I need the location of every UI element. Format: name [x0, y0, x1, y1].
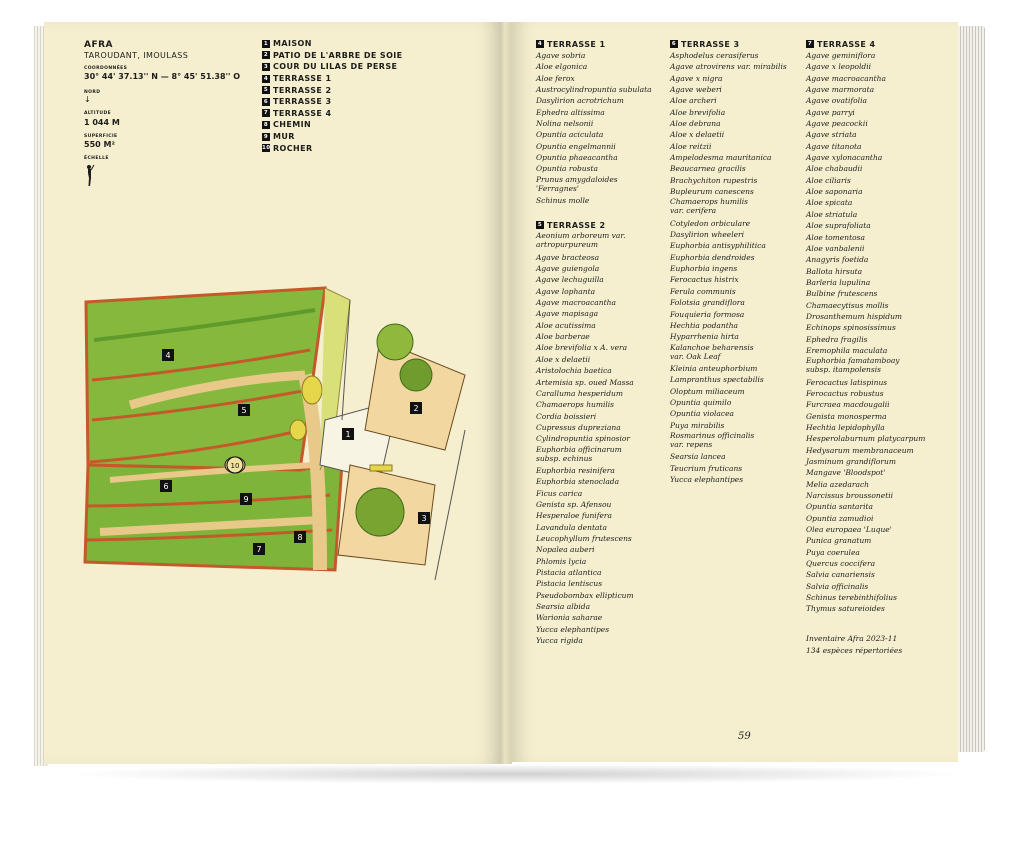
legend-item [262, 119, 403, 131]
section-title-text: TERRASSE 1 [547, 39, 606, 49]
plant-item: Agave lechuguilla [536, 275, 604, 285]
section-title [536, 219, 652, 231]
plant-item: Euphorbia resinifera [536, 465, 615, 475]
plant-item: Agave xylonacantha [806, 153, 883, 163]
plant-item: Hedysarum membranaceum [806, 445, 914, 455]
plant-item: Opuntia violacea [670, 409, 735, 419]
legend-item [262, 73, 403, 85]
legend-number: 7 [263, 110, 269, 117]
plant-item: Agave lophanta [536, 286, 596, 296]
plant-item: Caralluma hesperidum [536, 388, 623, 398]
plant-item: Aloe ciliaris [806, 175, 851, 185]
plant-item: Aloe acutissima [536, 320, 596, 330]
plant-item: Agave bracteosa [536, 252, 600, 262]
legend-label: ROCHER [273, 143, 313, 153]
plant-item: Bupleurum canescens [670, 187, 754, 197]
book-gutter [500, 22, 512, 764]
plant-item: Hyparrhenia hirta [670, 332, 739, 342]
inventory-note [806, 633, 902, 657]
plant-item: Opuntia aciculata [536, 130, 604, 140]
plant-item: Olea europaea 'Luque' [806, 525, 892, 535]
legend-number: 9 [263, 133, 269, 140]
plant-item: Cordia boissieri [536, 411, 597, 421]
plant-item: Lampranthus spectabilis [670, 375, 764, 385]
legend-label: PATIO DE L'ARBRE DE SOIE [273, 50, 403, 60]
plant-item: Opuntia santarita [806, 502, 873, 512]
section-number: 6 [671, 41, 677, 47]
legend-number: 4 [263, 75, 269, 82]
legend-item [262, 84, 403, 96]
plant-item: Agave macroacantha [536, 298, 616, 308]
inventory-line: Inventaire Afra 2023-11 [806, 634, 898, 643]
plan-label-6 [160, 480, 172, 492]
plant-column-1 [536, 38, 652, 646]
plant-item: Aloe vanbalenii [806, 243, 865, 253]
svg-text:4: 4 [165, 351, 171, 360]
plant-item: Searsia albida [536, 601, 591, 611]
section-title [536, 38, 652, 50]
plant-item: Kalanchoe beharensis var. Oak Leaf [670, 342, 754, 361]
page-edges-right [955, 26, 985, 752]
plan-label-3 [418, 512, 430, 524]
plant-item: Agave marmorata [806, 85, 875, 95]
section-number: 7 [807, 41, 813, 47]
legend-number: 10 [262, 145, 271, 152]
legend-number: 3 [263, 63, 269, 70]
plant-item: Agave peacockii [806, 119, 868, 129]
legend-label: TERRASSE 1 [273, 74, 332, 84]
plant-item: Bulbine frutescens [806, 289, 878, 299]
plant-item: Fouquieria formosa [670, 309, 745, 319]
plant-item: Agave x leopoldii [806, 62, 872, 72]
plant-item: Ballota hirsuta [806, 266, 863, 276]
plant-item: Dasylirion acrotrichum [536, 96, 624, 106]
plant-item: Agave mapisaga [536, 309, 599, 319]
plant-item: Cylindropuntia spinosior [536, 434, 630, 444]
plant-item: Yucca rigida [536, 636, 583, 646]
plant-item: Schinus molle [536, 196, 590, 206]
plant-item: Opuntia zamudioi [806, 513, 874, 523]
plant-item: Punica granatum [806, 536, 872, 546]
plan-legend [262, 38, 403, 154]
plant-item: Lavandula dentata [536, 522, 607, 532]
plant-item: Prunus amygdaloides 'Ferragnes' [536, 174, 618, 193]
plant-item: Aloe spicata [806, 198, 853, 208]
plant-item: Agave x nigra [670, 73, 723, 83]
plant-item: Hesperaloe funifera [536, 511, 612, 521]
section-number: 5 [537, 222, 543, 229]
site-name: AFRA [84, 40, 114, 50]
plant-item: Aloe brevifolia [670, 107, 726, 117]
plant-item: Aloe saponaria [806, 187, 863, 197]
scale-label: ÉCHELLE [84, 156, 109, 161]
plant-item: Jasminum grandiflorum [806, 456, 896, 466]
plan-label-1 [342, 428, 354, 440]
plant-item: Agave geminiflora [806, 51, 876, 60]
plant-item: Eremophila maculata [806, 345, 888, 355]
plant-item: Aloe x delaetii [670, 130, 725, 140]
plant-item: Thymus satureioides [806, 604, 885, 614]
area-label: SUPERFICIE [84, 134, 118, 139]
legend-label: TERRASSE 2 [273, 85, 332, 95]
plan-label-4 [162, 349, 174, 361]
coordinates-label: COORDONNÉES [84, 66, 128, 71]
plant-item: Warionia saharae [536, 613, 603, 623]
plan-label-2 [410, 402, 422, 414]
area-value: 550 M² [84, 140, 115, 149]
plant-item: Oloptum miliaceum [670, 386, 745, 396]
legend-label: TERRASSE 3 [273, 97, 332, 107]
legend-number: 2 [263, 52, 269, 59]
plant-item: Hechtia lepidophylla [806, 422, 885, 432]
plant-item: Euphorbia officinarum subsp. echinus [536, 444, 622, 463]
plant-item: Aloe archeri [670, 96, 717, 106]
plant-item: Quercus coccifera [806, 559, 876, 569]
plant-item: Hesperolaburnum platycarpum [806, 434, 926, 444]
legend-item [262, 108, 403, 120]
plant-item: Aloe chabaudii [806, 164, 863, 174]
plant-item: Folotsia grandiflora [670, 298, 745, 308]
legend-item [262, 131, 403, 143]
plant-item: Euphorbia dendroides [670, 252, 755, 262]
inventory-count: 134 espèces répertoriées [806, 646, 903, 655]
plant-item: Nolina nelsonii [536, 119, 594, 129]
plant-item: Artemisia sp. oued Massa [536, 377, 634, 387]
legend-item [262, 142, 403, 154]
page-number: 59 [738, 731, 751, 742]
svg-text:2: 2 [413, 404, 419, 413]
plant-item: Euphorbia famatamboay subsp. itampolensis [806, 356, 900, 375]
plant-item: Agave guiengola [536, 264, 600, 274]
plant-item: Aloe brevifolia x A. vera [536, 343, 628, 353]
legend-label: COUR DU LILAS DE PERSE [273, 62, 398, 72]
plan-label-5 [238, 404, 250, 416]
plant-item: Agave weberi [670, 85, 722, 95]
plant-item: Asphodelus cerasiferus [670, 51, 759, 60]
legend-label: CHEMIN [273, 120, 312, 130]
svg-text:10: 10 [230, 462, 240, 470]
plant-item: Barleria lupulina [806, 277, 871, 287]
plant-item: Opuntia phaeacantha [536, 153, 618, 163]
legend-label: MUR [273, 132, 295, 142]
north-arrow-icon: ↓ [84, 95, 91, 104]
legend-item [262, 50, 403, 62]
plant-item: Phlomis lycia [536, 556, 587, 566]
plant-item: Yucca elephantipes [670, 474, 744, 484]
plant-item: Aloe reitzii [670, 141, 712, 151]
plant-item: Aloe ferox [536, 73, 575, 83]
plant-item: Echinops spinosissimus [806, 323, 896, 333]
plan-label-8 [294, 531, 306, 543]
plant-column-3 [806, 38, 925, 615]
section-number: 4 [537, 41, 543, 47]
plant-item: Aristolochia baetica [536, 366, 612, 376]
svg-text:1: 1 [345, 430, 351, 439]
plant-item: Brachychiton rupestris [670, 175, 758, 185]
book-shadow [60, 764, 970, 784]
plant-item: Furcraea macdougalii [806, 400, 890, 410]
svg-text:6: 6 [163, 482, 169, 491]
plant-item: Euphorbia stenoclada [536, 477, 620, 487]
legend-item [262, 38, 403, 50]
plant-item: Melia azedarach [806, 479, 869, 489]
legend-number: 5 [263, 87, 269, 94]
plant-item: Searsia lancea [670, 452, 726, 462]
plant-item: Cupressus dupreziana [536, 422, 621, 432]
plant-item: Ampelodesma mauritanica [670, 153, 772, 163]
plant-column-2 [670, 38, 787, 485]
plant-item: Aloe barberae [536, 332, 590, 342]
svg-text:7: 7 [256, 545, 262, 554]
plant-item: Puya coerulea [806, 547, 860, 557]
plant-item: Opuntia engelmannii [536, 141, 616, 151]
plant-item: Ferocactus robustus [806, 388, 884, 398]
plant-item: Euphorbia ingens [670, 264, 738, 274]
site-location: TAROUDANT, IMOULASS [84, 51, 189, 60]
section-title [806, 38, 925, 50]
plant-item: Ephedra altissima [536, 107, 605, 117]
plant-item: Teucrium fruticans [670, 463, 743, 473]
plant-item: Pseudobombax ellipticum [536, 590, 634, 600]
plant-item: Genista monosperma [806, 411, 887, 421]
plant-item: Ferula communis [670, 286, 736, 296]
legend-number: 1 [263, 40, 269, 47]
plant-item: Opuntia quimilo [670, 397, 732, 407]
plant-item: Dasylirion wheeleri [670, 230, 745, 240]
plant-item: Ferocactus histrix [670, 275, 739, 285]
plant-item: Aloe striatula [806, 209, 858, 219]
plant-item: Agave sobria [536, 51, 586, 60]
plant-item: Pistacia lentiscus [536, 579, 603, 589]
plant-item: Nopalea auberi [536, 545, 595, 555]
plant-item: Narcissus broussonetii [806, 491, 894, 501]
plant-item: Chamaecytisus mollis [806, 300, 889, 310]
plant-item: Austrocylindropuntia subulata [536, 85, 652, 95]
plant-item: Genista sp. Afensou [536, 499, 612, 509]
plant-item: Ephedra fragilis [806, 334, 868, 344]
svg-text:8: 8 [297, 533, 303, 542]
plant-item: Aloe x delaetii [536, 354, 591, 364]
plant-item: Aloe suprafoliata [806, 221, 871, 231]
legend-label: MAISON [273, 39, 312, 49]
plant-item: Puya mirabilis [670, 420, 725, 430]
legend-number: 8 [263, 121, 269, 128]
scale-person-icon [85, 164, 95, 188]
patio-shape [365, 340, 465, 450]
plant-item: Salvia officinalis [806, 581, 869, 591]
plant-item: Aloe tomentosa [806, 232, 865, 242]
plant-item: Chamaerops humilis [536, 400, 615, 410]
svg-text:3: 3 [421, 514, 427, 523]
coordinates-value: 30° 44' 37.13'' N — 8° 45' 51.38'' O [84, 72, 241, 81]
plant-item: Aloe elgonica [536, 62, 588, 72]
plant-item: Agave ovatifolia [806, 96, 867, 106]
svg-text:9: 9 [243, 495, 249, 504]
plant-item: Schinus terebinthifolius [806, 593, 897, 603]
plant-item: Pistacia atlantica [536, 567, 602, 577]
plant-item: Rosmarinus officinalis var. repens [670, 430, 755, 449]
plant-item: Chamaerops humilis var. cerifera [670, 197, 749, 216]
plant-item: Ferocactus latispinus [806, 377, 888, 387]
section-title [670, 38, 787, 50]
plant-item: Leucophyllum frutescens [536, 533, 632, 543]
plant-item: Salvia canariensis [806, 570, 875, 580]
plant-item: Agave macroacantha [806, 73, 886, 83]
plant-item: Ficus carica [536, 488, 583, 498]
section-title-text: TERRASSE 4 [817, 39, 876, 49]
plant-item: Mangave 'Bloodspot' [806, 468, 886, 478]
altitude-value: 1 044 M [84, 118, 120, 127]
plant-item: Agave atrovirens var. mirabilis [670, 62, 787, 72]
plant-item: Euphorbia antisyphilitica [670, 241, 766, 251]
plant-item: Anagyris foetida [806, 255, 869, 265]
legend-number: 6 [263, 98, 269, 105]
legend-label: TERRASSE 4 [273, 108, 332, 118]
plant-item: Opuntia robusta [536, 164, 598, 174]
plant-item: Aloe debrana [670, 119, 721, 129]
plan-label-9 [240, 493, 252, 505]
svg-text:5: 5 [241, 406, 247, 415]
plan-label-10 [227, 457, 243, 473]
plant-item: Cotyledon orbiculare [670, 218, 751, 228]
altitude-label: ALTITUDE [84, 111, 112, 116]
plant-item: Drosanthemum hispidum [806, 311, 903, 321]
section-title-text: TERRASSE 2 [547, 220, 606, 230]
plant-item: Yucca elephantipes [536, 624, 610, 634]
plant-item: Agave titanota [806, 141, 862, 151]
plant-item: Aeonium arboreum var. artropurpureum [536, 231, 626, 250]
legend-item [262, 96, 403, 108]
plant-item: Hechtia podantha [670, 320, 739, 330]
section-title-text: TERRASSE 3 [681, 39, 740, 49]
plant-item: Agave parryi [806, 107, 855, 117]
legend-item [262, 61, 403, 73]
plan-label-7 [253, 543, 265, 555]
garden-plan [80, 280, 480, 580]
plant-item: Kleinia anteuphorbium [670, 363, 758, 373]
plant-item: Beaucarnea gracilis [670, 164, 746, 174]
plant-item: Agave striata [806, 130, 857, 140]
north-label: NORD [84, 90, 101, 95]
